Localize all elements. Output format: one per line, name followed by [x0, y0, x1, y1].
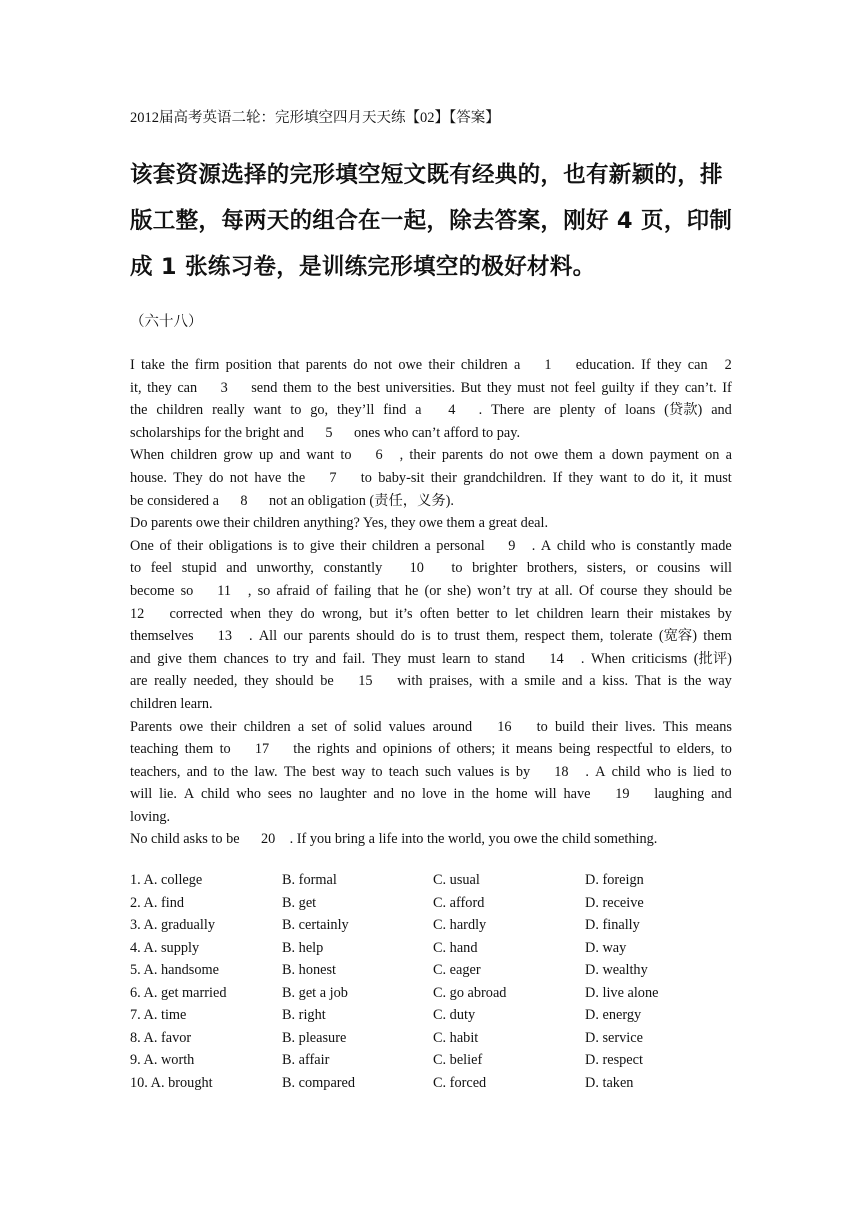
passage-line: Do parents owe their children anything? Yes, they owe them a great deal. — [130, 515, 549, 532]
option-c: C. hand — [433, 939, 478, 956]
option-d: D. respect — [585, 1052, 643, 1068]
option-d: D. foreign — [585, 872, 644, 888]
intro-paragraph — [130, 152, 732, 290]
passage-line: the children really want to go, they’ll find a 4 . There are plenty of loans (贷款) and — [130, 402, 732, 419]
option-b: B. certainly — [282, 917, 349, 933]
passage-line: When children grow up and want to 6 , their parents do not owe them a down payment on a — [130, 447, 732, 464]
passage-line: teachers, and to the law. The best way to teach such values is by 18 . A child who is lied to — [130, 763, 732, 780]
answer-options-table — [130, 872, 732, 1097]
option-b: B. pleasure — [282, 1029, 347, 1046]
option-b: B. right — [282, 1007, 326, 1023]
option-d: D. live alone — [585, 984, 659, 1001]
option-a: 3. A. gradually — [130, 917, 215, 933]
option-a: 10. A. brought — [130, 1074, 213, 1091]
option-d: D. way — [585, 939, 627, 956]
passage-line: I take the firm position that parents do not owe their children a 1 education. If they can 2 — [130, 357, 732, 373]
passage-line: teaching them to 17 the rights and opinions of others; it means being respectful to elders, to — [130, 741, 732, 758]
passage-line: become so 11 , so afraid of failing that he (or she) won’t try at all. Of course they should be — [130, 582, 732, 599]
intro-line: 该套资源选择的完形填空短文既有经典的，也有新颖的，排 — [130, 162, 723, 188]
option-row — [130, 1007, 732, 1030]
option-d: D. wealthy — [585, 962, 648, 978]
option-row — [130, 1052, 732, 1075]
passage-line: be considered a 8 not an obligation (责任，义务). — [130, 492, 454, 509]
option-d: D. receive — [585, 894, 644, 911]
option-a: 9. A. worth — [130, 1052, 195, 1068]
option-c: C. usual — [433, 872, 480, 888]
option-row — [130, 917, 732, 940]
option-b: B. help — [282, 939, 324, 956]
option-row — [130, 895, 732, 918]
option-b: B. get — [282, 894, 317, 911]
passage-line: 12 corrected when they do wrong, but it’s often better to let children learn their mistakes by — [130, 605, 732, 622]
option-c: C. afford — [433, 894, 485, 911]
passage-line: and give them chances to try and fail. They must learn to stand 14 . When criticisms (批评) — [130, 650, 732, 667]
option-row — [130, 872, 732, 895]
option-b: B. affair — [282, 1052, 330, 1068]
passage-line: children learn. — [130, 695, 213, 712]
option-c: C. forced — [433, 1074, 487, 1091]
option-b: B. get a job — [282, 984, 348, 1001]
option-a: 6. A. get married — [130, 984, 227, 1001]
option-b: B. formal — [282, 872, 337, 888]
option-a: 8. A. favor — [130, 1029, 192, 1046]
option-row — [130, 1075, 732, 1098]
option-c: C. habit — [433, 1029, 479, 1046]
cloze-passage — [130, 354, 732, 851]
option-a: 7. A. time — [130, 1007, 187, 1023]
document-title: 2012届高考英语二轮：完形填空四月天天练【02】【答案】 — [130, 110, 500, 126]
passage-line: house. They do not have the 7 to baby-sit their grandchildren. If they want to do it, it must — [130, 469, 732, 486]
option-b: B. honest — [282, 962, 337, 978]
option-c: C. eager — [433, 962, 481, 978]
passage-line: loving. — [130, 808, 171, 825]
intro-line: 成 1 张练习卷，是训练完形填空的极好材料。 — [130, 254, 596, 280]
option-c: C. belief — [433, 1052, 483, 1068]
option-d: D. service — [585, 1029, 643, 1046]
passage-line: it, they can 3 send them to the best universities. But they must not feel guilty if they can’t. If — [130, 379, 732, 396]
passage-line: are really needed, they should be 15 with praises, with a smile and a kiss. That is the way — [130, 673, 732, 690]
passage-line: No child asks to be 20 . If you bring a life into the world, you owe the child something. — [130, 831, 658, 848]
option-c: C. go abroad — [433, 984, 507, 1001]
intro-line: 版工整，每两天的组合在一起，除去答案，刚好 4 页，印制 — [130, 208, 733, 234]
option-row — [130, 962, 732, 985]
option-c: C. hardly — [433, 917, 487, 933]
passage-line: scholarships for the bright and 5 ones who can’t afford to pay. — [130, 424, 521, 441]
option-c: C. duty — [433, 1007, 476, 1023]
passage-number: （六十八） — [130, 314, 203, 330]
option-d: D. taken — [585, 1074, 634, 1091]
option-a: 4. A. supply — [130, 939, 200, 956]
option-row — [130, 985, 732, 1008]
option-d: D. finally — [585, 917, 640, 933]
option-row — [130, 1030, 732, 1053]
passage-line: will lie. A child who sees no laughter and no love in the home will have 19 laughing and — [130, 786, 732, 803]
option-a: 2. A. find — [130, 894, 185, 911]
passage-line: to feel stupid and unworthy, constantly 10 to brighter brothers, sisters, or cousins will — [130, 560, 732, 577]
passage-line: One of their obligations is to give their children a personal 9 . A child who is constantly made — [130, 537, 732, 554]
passage-line: Parents owe their children a set of solid values around 16 to build their lives. This means — [130, 718, 732, 735]
option-b: B. compared — [282, 1074, 356, 1091]
option-a: 5. A. handsome — [130, 962, 219, 978]
passage-line: themselves 13 . All our parents should do is to trust them, respect them, tolerate (宽容) them — [130, 628, 732, 645]
option-row — [130, 940, 732, 963]
option-d: D. energy — [585, 1007, 642, 1023]
option-a: 1. A. college — [130, 872, 203, 888]
